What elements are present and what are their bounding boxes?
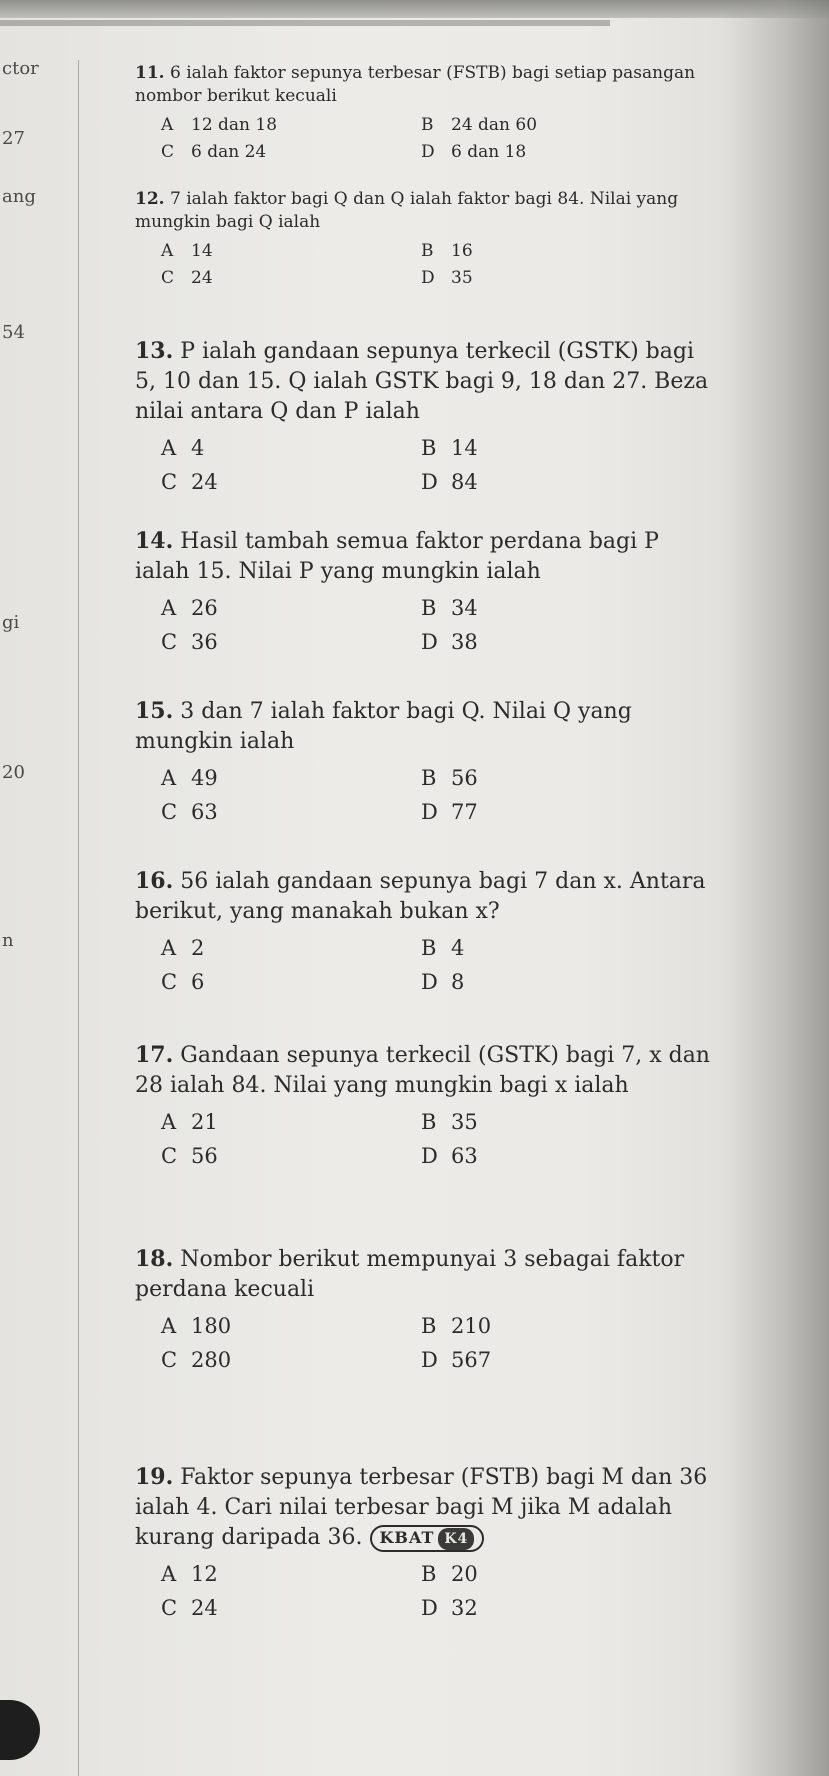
option-c[interactable]: C 24 — [161, 470, 218, 494]
question-number: 13. — [135, 338, 174, 364]
question-text: Hasil tambah semua faktor perdana bagi P ialah 15. Nilai P yang mungkin ialah — [135, 529, 659, 584]
option-d[interactable]: D 35 — [421, 268, 473, 288]
question-text: Gandaan sepunya terkecil (GSTK) bagi 7, x dan 28 ialah 84. Nilai yang mungkin bagi x ialah — [135, 1043, 710, 1098]
option-d[interactable]: D 567 — [421, 1348, 492, 1372]
option-c[interactable]: C 280 — [161, 1348, 232, 1372]
question-text: Nombor berikut mempunyai 3 sebagai faktor perdana kecuali — [135, 1247, 685, 1302]
question-16 — [135, 866, 715, 999]
option-d[interactable]: D 63 — [421, 1144, 478, 1168]
option-b[interactable]: B 16 — [421, 241, 473, 261]
question-19 — [135, 1462, 715, 1625]
question-12 — [135, 188, 715, 292]
option-c[interactable]: C 24 — [161, 268, 213, 288]
question-text: 6 ialah faktor sepunya terbesar (FSTB) bagi setiap pasangan nombor berikut kecuali — [135, 63, 696, 106]
question-17 — [135, 1040, 715, 1173]
option-b[interactable]: B 4 — [421, 936, 465, 960]
margin-fragment: ang — [2, 186, 36, 207]
question-13 — [135, 336, 715, 499]
option-a[interactable]: A 4 — [161, 436, 205, 460]
question-text: 56 ialah gandaan sepunya bagi 7 dan x. Antara berikut, yang manakah bukan x? — [135, 869, 706, 924]
question-text: 7 ialah faktor bagi Q dan Q ialah faktor bagi 84. Nilai yang mungkin bagi Q ialah — [135, 189, 679, 232]
question-14 — [135, 526, 715, 659]
option-c[interactable]: C 63 — [161, 800, 218, 824]
question-number: 19. — [135, 1464, 174, 1490]
option-a[interactable]: A 26 — [161, 596, 218, 620]
question-15 — [135, 696, 715, 829]
question-text: P ialah gandaan sepunya terkecil (GSTK) bagi 5, 10 dan 15. Q ialah GSTK bagi 9, 18 dan 27. Beza nilai antara Q dan P ialah — [135, 339, 709, 424]
option-c[interactable]: C 56 — [161, 1144, 218, 1168]
option-a[interactable]: A 2 — [161, 936, 205, 960]
option-d[interactable]: D 32 — [421, 1596, 478, 1620]
option-b[interactable]: B 35 — [421, 1110, 478, 1134]
option-d[interactable]: D 38 — [421, 630, 478, 654]
option-b[interactable]: B 56 — [421, 766, 478, 790]
margin-fragment: 20 — [2, 762, 25, 783]
question-text: 3 dan 7 ialah faktor bagi Q. Nilai Q yang mungkin ialah — [135, 699, 632, 754]
option-a[interactable]: A 21 — [161, 1110, 218, 1134]
option-c[interactable]: C 24 — [161, 1596, 218, 1620]
level-badge: K4 — [438, 1528, 474, 1550]
question-number: 12. — [135, 189, 165, 209]
option-b[interactable]: B 24 dan 60 — [421, 115, 538, 135]
option-b[interactable]: B 34 — [421, 596, 478, 620]
option-d[interactable]: D 8 — [421, 970, 465, 994]
option-d[interactable]: D 6 dan 18 — [421, 142, 527, 162]
top-edge — [0, 0, 829, 18]
option-d[interactable]: D 84 — [421, 470, 478, 494]
question-number: 17. — [135, 1042, 174, 1068]
question-number: 15. — [135, 698, 174, 724]
margin-fragment: n — [2, 930, 14, 951]
question-18 — [135, 1244, 715, 1377]
option-c[interactable]: C 6 — [161, 970, 205, 994]
option-b[interactable]: B 20 — [421, 1562, 478, 1586]
margin-fragment: 27 — [2, 128, 25, 149]
margin-fragment: ctor — [2, 58, 39, 79]
column-divider — [78, 60, 79, 1776]
option-c[interactable]: C 36 — [161, 630, 218, 654]
margin-fragment: gi — [2, 612, 20, 633]
option-a[interactable]: A 14 — [161, 241, 213, 261]
margin-fragment: 54 — [2, 322, 25, 343]
option-a[interactable]: A 49 — [161, 766, 218, 790]
option-a[interactable]: A 12 dan 18 — [161, 115, 278, 135]
top-strip — [0, 20, 610, 26]
kbat-badge: KBAT K4 — [370, 1525, 485, 1552]
option-d[interactable]: D 77 — [421, 800, 478, 824]
right-shadow — [720, 0, 829, 1776]
question-number: 11. — [135, 63, 165, 83]
option-b[interactable]: B 14 — [421, 436, 478, 460]
question-number: 14. — [135, 528, 174, 554]
option-a[interactable]: A 12 — [161, 1562, 218, 1586]
option-a[interactable]: A 180 — [161, 1314, 232, 1338]
question-text: Faktor sepunya terbesar (FSTB) bagi M dan 36 ialah 4. Cari nilai terbesar bagi M jika M adalah kurang daripada 36. — [135, 1465, 708, 1550]
question-11 — [135, 62, 715, 166]
question-number: 18. — [135, 1246, 174, 1272]
option-c[interactable]: C 6 dan 24 — [161, 142, 267, 162]
question-number: 16. — [135, 868, 174, 894]
option-b[interactable]: B 210 — [421, 1314, 492, 1338]
